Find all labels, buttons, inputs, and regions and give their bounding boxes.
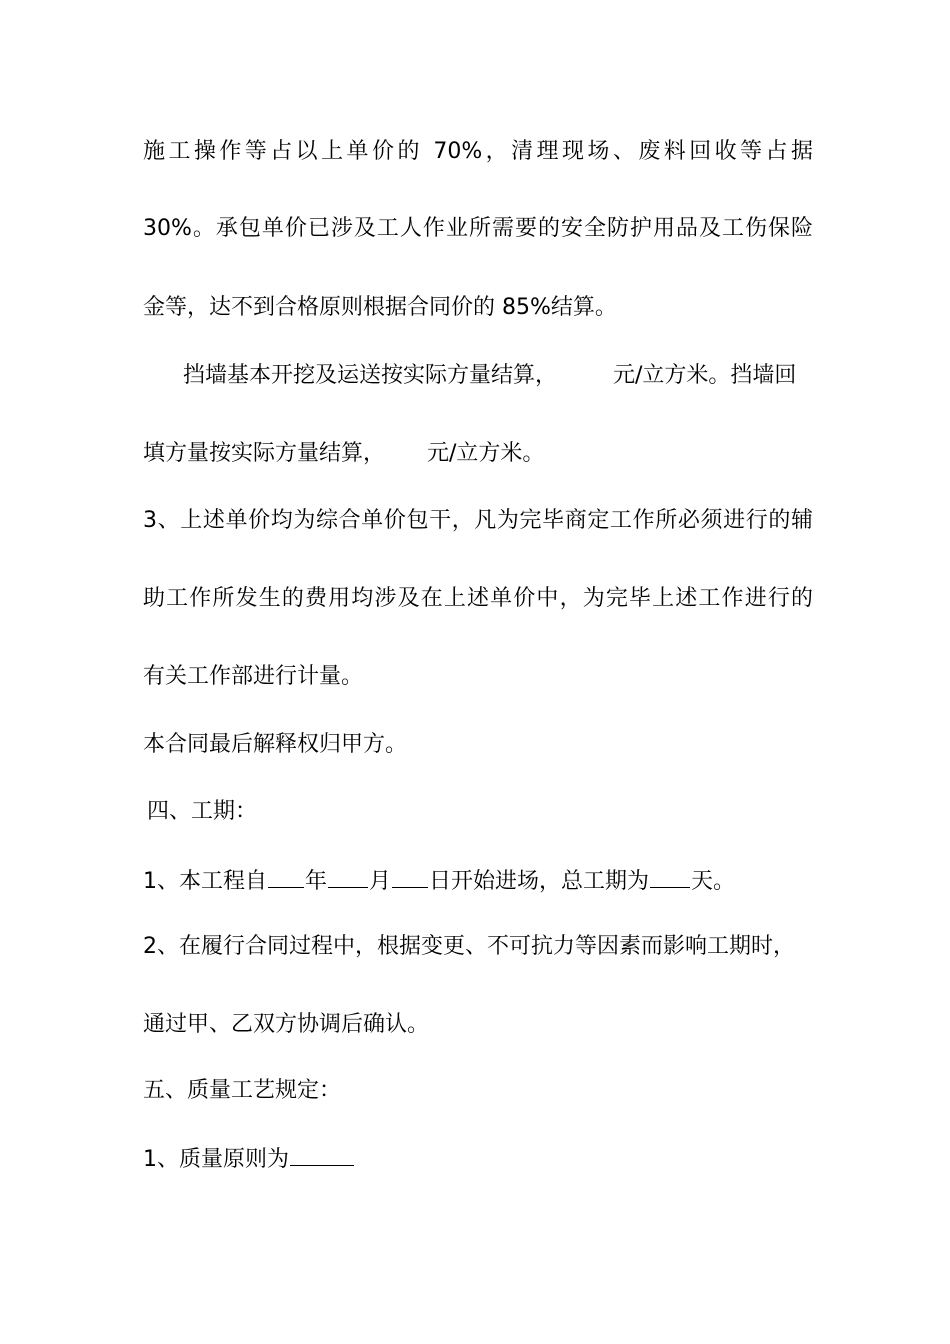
year-blank (268, 865, 304, 888)
quality-text: 1、质量原则为 (143, 1147, 289, 1172)
paragraph-line: 有关工作部进行计量。 (143, 664, 364, 689)
month-blank (328, 865, 368, 888)
duration-blank (650, 865, 690, 888)
section-heading-schedule: 四、工期： (147, 799, 258, 824)
quality-blank (290, 1143, 354, 1166)
paragraph-line: 本合同最后解释权归甲方。 (143, 732, 408, 757)
schedule-text: 1、本工程自 (143, 869, 267, 894)
paragraph-line: 2、在履行合同过程中，根据变更、不可抗力等因素而影响工期时， (143, 934, 795, 959)
schedule-text: 日开始进场，总工期为 (429, 869, 650, 894)
retaining-wall-excavation-line (143, 361, 813, 391)
unit-price-suffix: 元/立方米。挡墙回 (613, 363, 797, 388)
schedule-start-line (143, 865, 813, 897)
paragraph-line: 助工作所发生的费用均涉及在上述单价中，为完毕上述工作进行的 (143, 586, 813, 611)
schedule-text: 月 (369, 869, 392, 894)
section-heading-quality: 五、质量工艺规定： (143, 1078, 342, 1103)
day-blank (392, 865, 428, 888)
paragraph-line: 通过甲、乙双方协调后确认。 (143, 1012, 430, 1037)
backfill-line (143, 439, 813, 469)
paragraph-line: 金等，达不到合格原则根据合同价的 85%结算。 (143, 295, 617, 320)
paragraph-line: 3、上述单价均为综合单价包干，凡为完毕商定工作所必须进行的辅 (143, 508, 813, 533)
retaining-wall-excavation-text: 挡墙基本开挖及运送按实际方量结算， (183, 363, 558, 388)
paragraph-line: 30%。承包单价已涉及工人作业所需要的安全防护用品及工伤保险 (143, 216, 813, 241)
schedule-text: 年 (305, 869, 328, 894)
unit-price-suffix: 元/立方米。 (427, 441, 545, 466)
backfill-text: 填方量按实际方量结算， (143, 441, 386, 466)
paragraph-line: 施工操作等占以上单价的 70%，清理现场、废料回收等占据 (143, 139, 813, 164)
schedule-text: 天。 (691, 869, 736, 894)
quality-standard-line (143, 1143, 813, 1175)
